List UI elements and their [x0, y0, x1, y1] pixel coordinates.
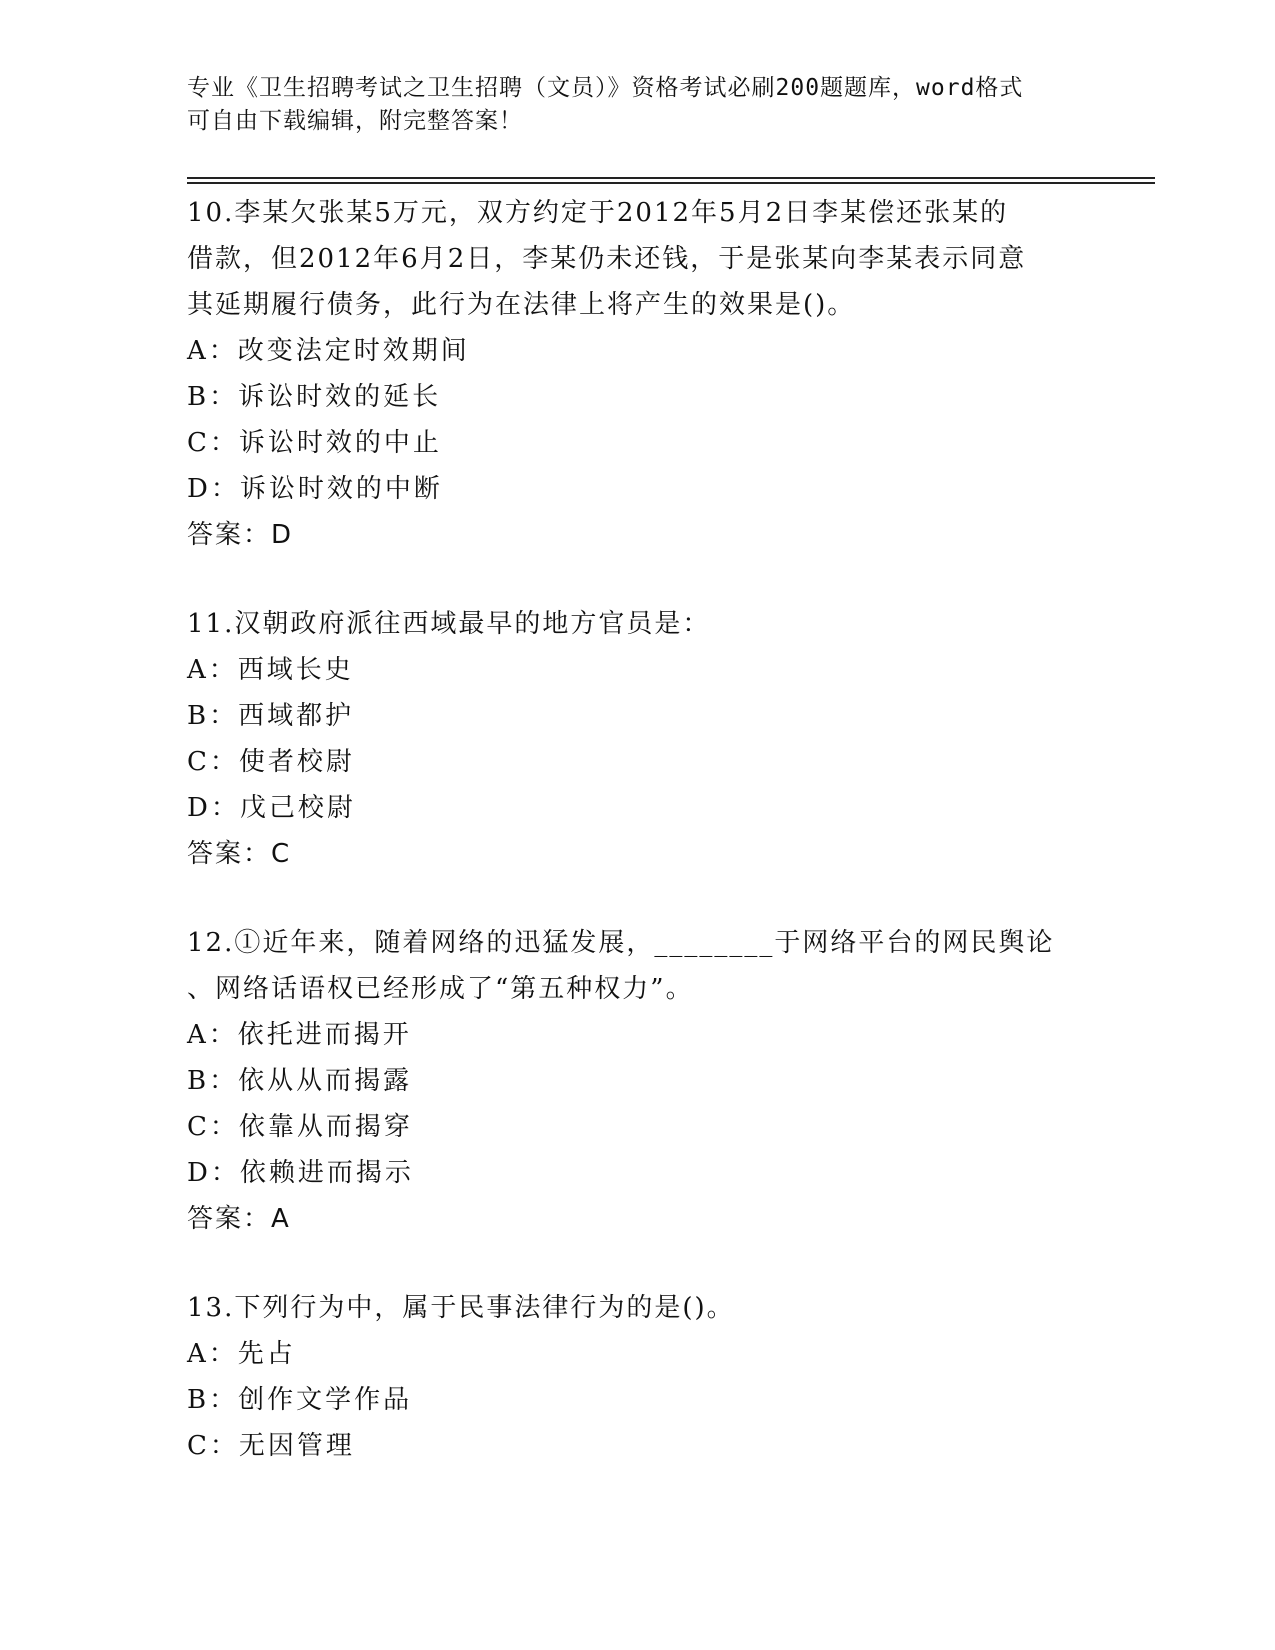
answer-line: 答案：C: [187, 839, 292, 869]
option-a: A：改变法定时效期间: [187, 336, 470, 366]
question-10: [187, 190, 1087, 558]
question-stem-line: 其延期履行债务，此行为在法律上将产生的效果是()。: [187, 290, 856, 320]
answer-line: 答案：D: [187, 520, 294, 550]
question-list: [187, 190, 1087, 1512]
question-11: [187, 601, 1087, 877]
header-divider-top: [187, 177, 1155, 179]
question-stem-line: 借款，但2012年6月2日，李某仍未还钱，于是张某向李某表示同意: [187, 244, 1027, 274]
option-c: C：使者校尉: [187, 747, 355, 777]
option-b: B：依从从而揭露: [187, 1066, 413, 1096]
question-stem-line: 11.汉朝政府派往西域最早的地方官员是：: [187, 609, 711, 639]
option-c: C：依靠从而揭穿: [187, 1112, 413, 1142]
option-a: A：先占: [187, 1339, 296, 1369]
option-a: A：依托进而揭开: [187, 1020, 412, 1050]
question-stem-line: 13.下列行为中，属于民事法律行为的是()。: [187, 1293, 735, 1323]
answer-line: 答案：A: [187, 1204, 291, 1234]
option-b: B：创作文学作品: [187, 1385, 413, 1415]
option-d: D：戊己校尉: [187, 793, 356, 823]
header-divider-bottom: [187, 182, 1155, 184]
question-stem-line: 12.①近年来，随着网络的迅猛发展，________于网络平台的网民舆论: [187, 928, 1055, 958]
question-12: [187, 920, 1087, 1242]
option-a: A：西域长史: [187, 655, 354, 685]
option-d: D：依赖进而揭示: [187, 1158, 414, 1188]
question-stem-line: 10.李某欠张某5万元，双方约定于2012年5月2日李某偿还张某的: [187, 198, 1009, 228]
header-line-1: 专业《卫生招聘考试之卫生招聘（文员）》资格考试必刷200题题库，word格式: [187, 75, 1024, 101]
document-header: [187, 72, 1087, 138]
option-b: B：西域都护: [187, 701, 355, 731]
option-d: D：诉讼时效的中断: [187, 474, 443, 504]
option-c: C：诉讼时效的中止: [187, 428, 442, 458]
header-line-2: 可自由下载编辑，附完整答案！: [187, 108, 523, 134]
option-b: B：诉讼时效的延长: [187, 382, 442, 412]
question-stem-line: 、网络话语权已经形成了“第五种权力”。: [187, 974, 694, 1004]
option-c: C：无因管理: [187, 1431, 355, 1461]
question-13: [187, 1285, 1087, 1469]
